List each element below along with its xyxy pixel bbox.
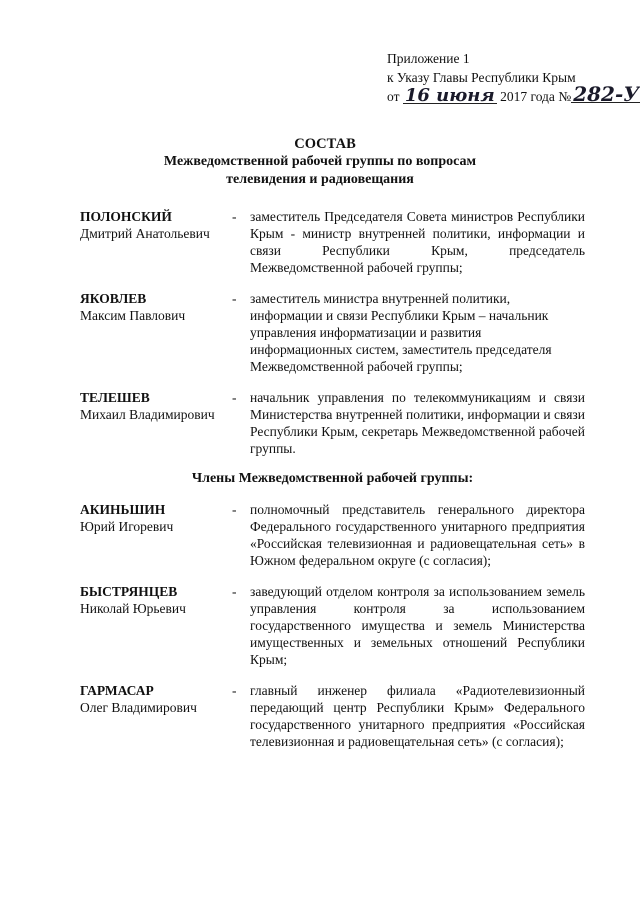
composition-list <box>80 208 585 750</box>
member-entry <box>80 583 585 668</box>
number-prefix: № <box>558 89 572 104</box>
person-given-name: Дмитрий Анатольевич <box>80 226 210 241</box>
person-name <box>80 290 228 375</box>
member-entry <box>80 501 585 569</box>
person-surname: ЯКОВЛЕВ <box>80 291 147 306</box>
person-position: заместитель министра внутренней политики, информации и связи Республики Крым – начальник управления информатизации и развития информационных систем, заместитель председателя Межведомственной рабочей группы; <box>250 291 552 374</box>
person-position: заведующий отделом контроля за использованием земель управления контроля за использованием государственного имущества и земель Министерства имущественных и земельных отношений Республики Крым; <box>250 584 585 667</box>
members-heading: Члены Межведомственной рабочей группы: <box>191 471 474 486</box>
entry-dash: - <box>232 584 237 599</box>
person-position: заместитель Председателя Совета министров Республики Крым - министр внутренней политики, информации и связи Республики Крым, председатель Межведомственной рабочей группы; <box>250 209 585 275</box>
appendix-line-1: Приложение 1 <box>387 51 470 66</box>
year-text: 2017 года <box>500 89 555 104</box>
leader-entry <box>80 290 585 375</box>
person-position: начальник управления по телекоммуникациям и связи Министерства внутренней политики, информации и связи Республики Крым, секретарь Межведомственной рабочей группы. <box>250 390 585 456</box>
person-given-name: Максим Павлович <box>80 308 186 323</box>
person-surname: ПОЛОНСКИЙ <box>80 209 172 224</box>
entry-dash: - <box>232 683 237 698</box>
handwritten-date: 16 июня <box>404 85 495 106</box>
person-given-name: Олег Владимирович <box>80 700 197 715</box>
person-surname: ТЕЛЕШЕВ <box>80 390 150 405</box>
person-surname: ГАРМАСАР <box>80 683 154 698</box>
entry-dash: - <box>232 291 237 306</box>
person-given-name: Николай Юрьевич <box>80 601 186 616</box>
person-name <box>80 501 228 569</box>
title-line-2: Межведомственной рабочей группы по вопросам <box>163 154 477 169</box>
person-surname: БЫСТРЯНЦЕВ <box>80 584 178 599</box>
document-title <box>0 135 640 189</box>
person-position: полномочный представитель генерального директора Федерального государственного унитарного предприятия «Российская телевизионная и радиовещательная сеть» в Южном федеральном округе (с согласия); <box>250 502 585 568</box>
person-name <box>80 583 228 668</box>
entry-dash: - <box>232 209 237 224</box>
handwritten-number: 282-У <box>573 82 640 106</box>
person-name <box>80 389 228 457</box>
appendix-header <box>387 49 640 106</box>
entry-dash: - <box>232 502 237 517</box>
person-given-name: Юрий Игоревич <box>80 519 174 534</box>
person-given-name: Михаил Владимирович <box>80 407 215 422</box>
member-entry <box>80 682 585 750</box>
leader-entry <box>80 208 585 276</box>
leader-entry <box>80 389 585 457</box>
date-prefix: от <box>387 89 400 104</box>
person-position: главный инженер филиала «Радиотелевизионный передающий центр Республики Крым» Федерального государственного унитарного предприятия «Российская телевизионная и радиовещательная сеть» (с согласия); <box>250 683 585 749</box>
title-line-1: СОСТАВ <box>294 136 356 152</box>
appendix-line-3 <box>387 82 640 106</box>
person-name <box>80 682 228 750</box>
person-surname: АКИНЬШИН <box>80 502 166 517</box>
appendix-line-2: к Указу Главы Республики Крым <box>387 70 576 85</box>
entry-dash: - <box>232 390 237 405</box>
person-name <box>80 208 228 276</box>
title-line-3: телевидения и радиовещания <box>226 172 414 187</box>
